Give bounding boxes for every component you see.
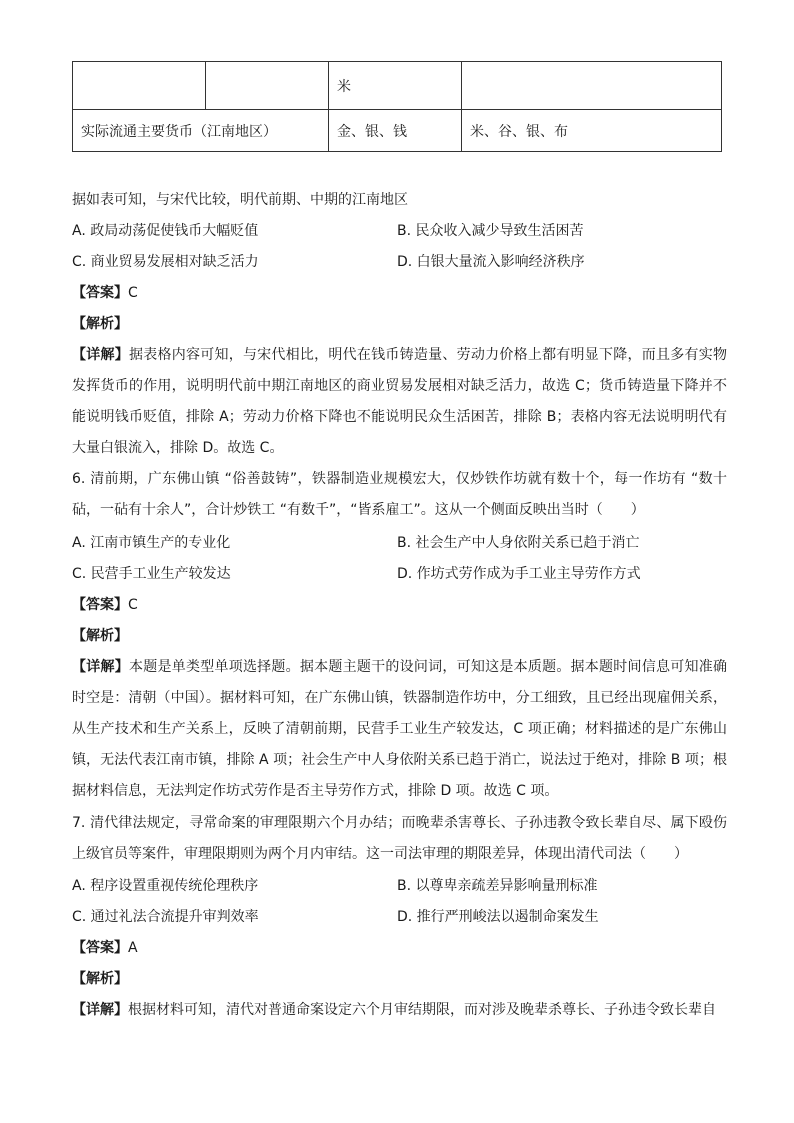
analysis-label: 【解析】: [72, 971, 128, 987]
table-row: [73, 110, 722, 152]
q5-option-c: C. 商业贸易发展相对缺乏活力: [72, 254, 259, 270]
q6-option-c: C. 民营手工业生产较发达: [72, 566, 231, 582]
q7-option-c: C. 通过礼法合流提升审判效率: [72, 909, 259, 925]
detail-text: 根据材料可知，清代对普通命案设定六个月审结期限，而对涉及晚辈杀尊长、子孙违令致长辈自: [128, 1002, 716, 1018]
q7-option-a: A. 程序设置重视传统伦理秩序: [72, 878, 259, 894]
answer-value: A: [128, 940, 138, 956]
q6-detail: [72, 652, 727, 807]
q7-answer: [72, 938, 138, 958]
table-cell: [462, 62, 722, 110]
table-cell: 米: [329, 62, 462, 110]
q7-stem: 7. 清代律法规定，寻常命案的审理限期六个月办结；而晚辈杀害尊长、子孙违教令致长辈自尽、属下殴伤上级官员等案件，审理限期则为两个月内审结。这一司法审理的期限差异，体现出清代司法（ ）: [72, 815, 727, 862]
q5-option-d: D. 白银大量流入影响经济秩序: [397, 254, 585, 270]
detail-text: 据表格内容可知，与宋代相比，明代在钱币铸造量、劳动力价格上都有明显下降，而且多有实物发挥货币的作用，说明明代前中期江南地区的商业贸易发展相对缺乏活力，故选 C；货币铸造量下降并不能说明钱币贬值，排除 A；劳动力价格下降也不能说明民众生活困苦，排除 B；表格内容无法说明明代有大量白银流入，排除 D。故选 C。: [72, 347, 728, 456]
q5-detail: [72, 340, 727, 464]
answer-label: 【答案】: [72, 597, 128, 613]
q5-answer: [72, 283, 138, 303]
table-row: [73, 62, 722, 110]
answer-value: C: [128, 597, 138, 613]
q5-option-b: B. 民众收入减少导致生活困苦: [397, 223, 584, 239]
q7-option-d: D. 推行严刑峻法以遏制命案发生: [397, 909, 599, 925]
answer-label: 【答案】: [72, 285, 128, 301]
q6-option-b: B. 社会生产中人身依附关系已趋于消亡: [397, 535, 640, 551]
q7-analysis-label: [72, 969, 128, 989]
analysis-label: 【解析】: [72, 628, 128, 644]
table-cell: 米、谷、银、布: [462, 110, 722, 152]
q7-option-b: B. 以尊卑亲疏差异影响量刑标准: [397, 878, 598, 894]
table-cell: [206, 62, 329, 110]
table-row-label: 实际流通主要货币（江南地区）: [73, 110, 329, 152]
detail-text: 本题是单类型单项选择题。据本题主题干的设问词，可知这是本质题。据本题时间信息可知准确时空是：清朝（中国）。据材料可知，在广东佛山镇，铁器制造作坊中，分工细致，且已经出现雇佣关系，从生产技术和生产关系上，反映了清朝前期，民营手工业生产较发达，C 项正确；材料描述的是广东佛山镇，无法代表江南市镇，排除 A 项；社会生产中人身依附关系已趋于消亡，说法过于绝对，排除 B 项；根据材料信息，无法判定作坊式劳作是否主导劳作方式，排除 D 项。故选 C 项。: [72, 659, 728, 799]
currency-table: [72, 61, 722, 152]
q6-option-d: D. 作坊式劳作成为手工业主导劳作方式: [397, 566, 641, 582]
q5-analysis-label: [72, 314, 128, 334]
detail-label: 【详解】: [72, 659, 129, 675]
table-cell: [73, 62, 206, 110]
answer-label: 【答案】: [72, 940, 128, 956]
detail-label: 【详解】: [72, 347, 129, 363]
answer-value: C: [128, 285, 138, 301]
q5-option-a: A. 政局动荡促使钱币大幅贬值: [72, 223, 259, 239]
detail-label: 【详解】: [72, 1002, 128, 1018]
q6-option-a: A. 江南市镇生产的专业化: [72, 535, 231, 551]
q5-stem: 据如表可知，与宋代比较，明代前期、中期的江南地区: [72, 192, 408, 208]
q6-stem: 6. 清前期，广东佛山镇 “俗善鼓铸”，铁器制造业规模宏大，仅炒铁作坊就有数十个，每一作坊有 “数十砧，一砧有十余人”，合计炒铁工 “有数千”，“皆系雇工”。这从一个侧面反映出当时（ ）: [72, 471, 727, 518]
table-cell: 金、银、钱: [329, 110, 462, 152]
q7-detail: [72, 995, 727, 1026]
q6-answer: [72, 595, 138, 615]
q6-analysis-label: [72, 626, 128, 646]
analysis-label: 【解析】: [72, 316, 128, 332]
